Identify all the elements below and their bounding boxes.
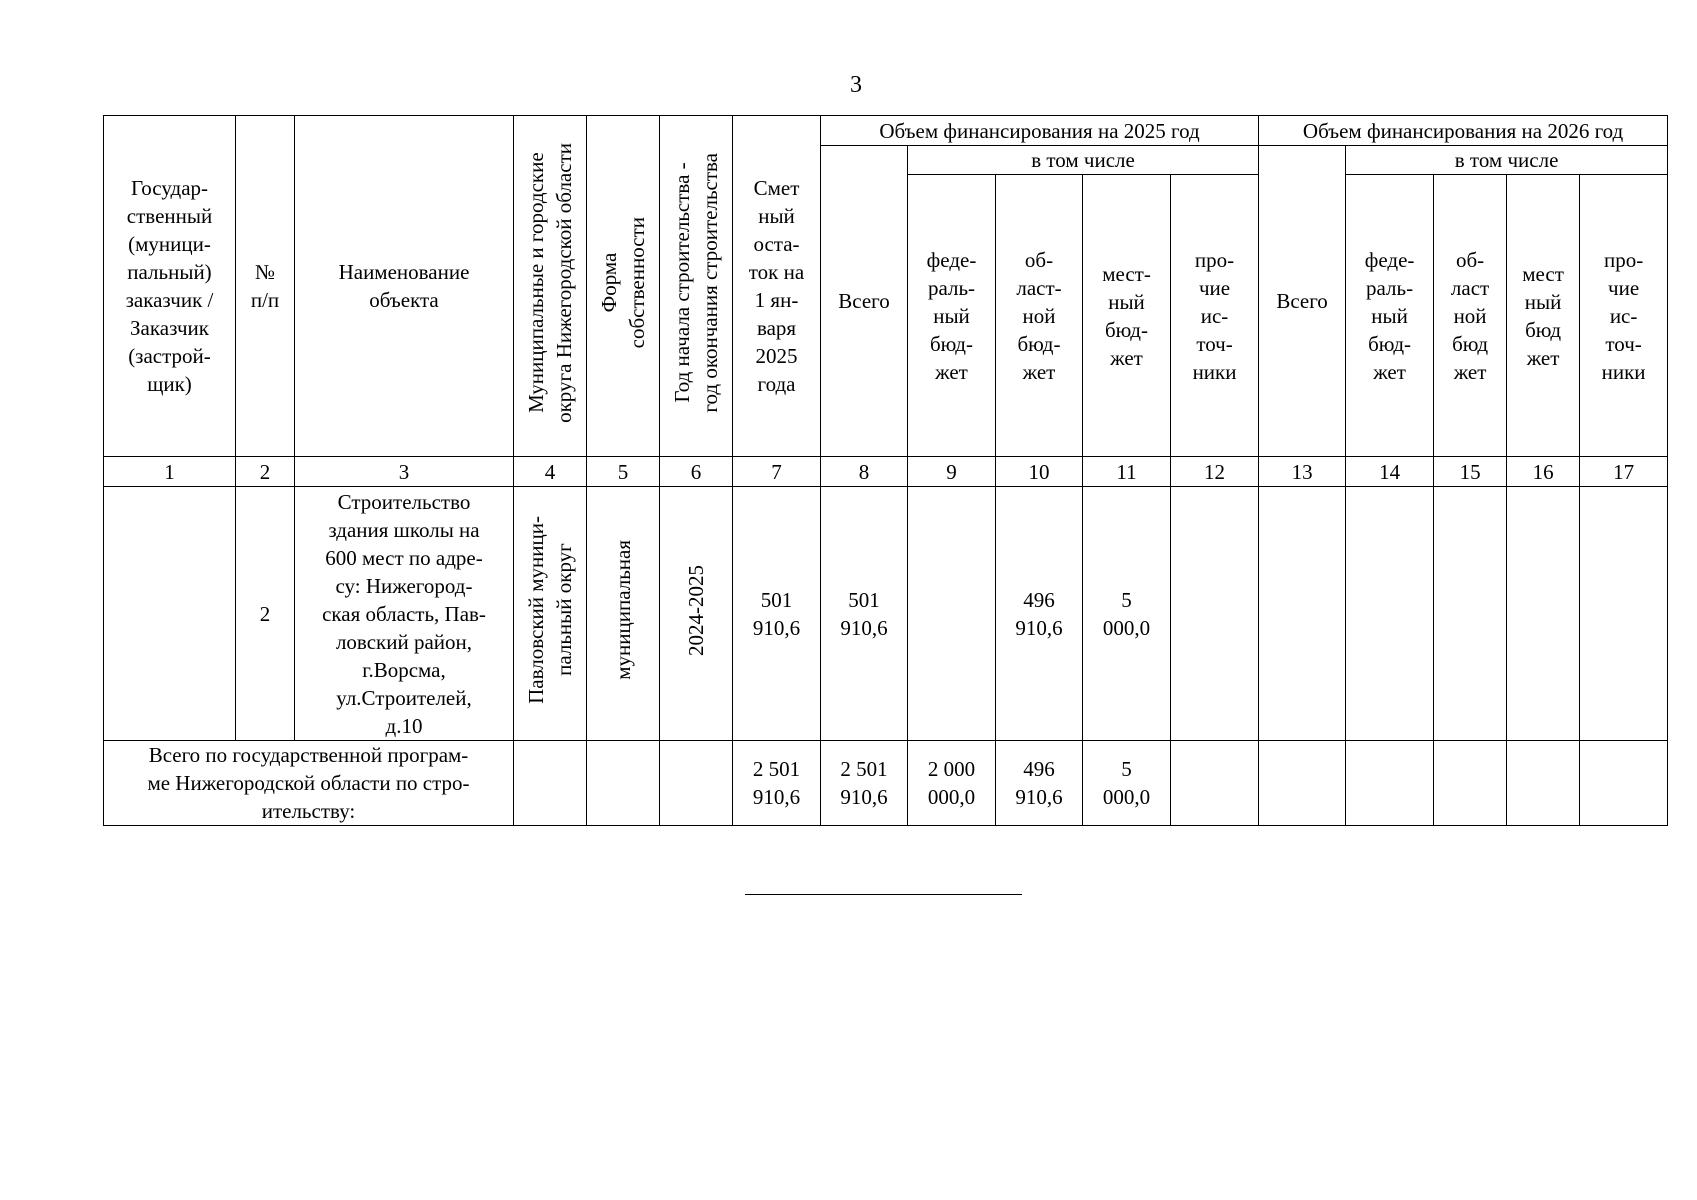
column-number: 8 bbox=[821, 457, 908, 487]
column-number: 17 bbox=[1580, 457, 1668, 487]
header-row-1 bbox=[104, 116, 1668, 146]
header-other-2026: про- чие ис- точ- ники bbox=[1580, 175, 1668, 457]
header-years-text: Год начала строительства - год окончания строительства bbox=[670, 152, 722, 413]
total-other-2026 bbox=[1580, 741, 1668, 826]
header-num: № п/п bbox=[236, 116, 295, 457]
header-years bbox=[660, 116, 733, 457]
header-ownership-text: Форма собственности bbox=[597, 216, 649, 349]
header-local-2025: мест- ный бюд- жет bbox=[1083, 175, 1171, 457]
header-customer: Государ- ственный (муници- пальный) заказчик / Заказчик (застрой- щик) bbox=[104, 116, 236, 457]
header-regional-2025: об- ласт- ной бюд- жет bbox=[996, 175, 1083, 457]
header-incl-2025: в том числе bbox=[908, 146, 1259, 175]
header-total-2026: Всего bbox=[1259, 146, 1346, 457]
header-incl-2026: в том числе bbox=[1346, 146, 1668, 175]
financing-table bbox=[103, 115, 1668, 826]
total-total-2026 bbox=[1259, 741, 1346, 826]
total-ownership bbox=[587, 741, 660, 826]
total-row bbox=[104, 741, 1668, 826]
column-number: 9 bbox=[908, 457, 996, 487]
row-remainder: 501 910,6 bbox=[733, 487, 821, 741]
column-number: 6 bbox=[660, 457, 733, 487]
total-regional-2026 bbox=[1434, 741, 1507, 826]
column-number: 14 bbox=[1346, 457, 1434, 487]
header-federal-2026: феде- раль- ный бюд- жет bbox=[1346, 175, 1434, 457]
column-number: 5 bbox=[587, 457, 660, 487]
page-number: 3 bbox=[850, 72, 862, 98]
row-num: 2 bbox=[236, 487, 295, 741]
row-local-2026 bbox=[1507, 487, 1580, 741]
column-number: 11 bbox=[1083, 457, 1171, 487]
row-ownership bbox=[587, 487, 660, 741]
total-years bbox=[660, 741, 733, 826]
total-total-2025: 2 501 910,6 bbox=[821, 741, 908, 826]
row-regional-2026 bbox=[1434, 487, 1507, 741]
row-federal-2026 bbox=[1346, 487, 1434, 741]
row-customer bbox=[104, 487, 236, 741]
row-federal-2025 bbox=[908, 487, 996, 741]
row-municipality bbox=[514, 487, 587, 741]
column-number: 7 bbox=[733, 457, 821, 487]
row-regional-2025: 496 910,6 bbox=[996, 487, 1083, 741]
row-years-text: 2024-2025 bbox=[684, 564, 708, 656]
header-regional-2026: об- ласт ной бюд жет bbox=[1434, 175, 1507, 457]
row-years bbox=[660, 487, 733, 741]
total-local-2025: 5 000,0 bbox=[1083, 741, 1171, 826]
table-row bbox=[104, 487, 1668, 741]
total-label: Всего по государственной програм- ме Нижегородской области по стро- ительству: bbox=[104, 741, 514, 826]
header-other-2025: про- чие ис- точ- ники bbox=[1171, 175, 1259, 457]
row-other-2025 bbox=[1171, 487, 1259, 741]
end-divider bbox=[745, 894, 1022, 895]
header-federal-2025: феде- раль- ный бюд- жет bbox=[908, 175, 996, 457]
header-municipality-text: Муниципальные и городские округа Нижегородской области bbox=[524, 142, 576, 423]
column-number: 3 bbox=[295, 457, 514, 487]
total-remainder: 2 501 910,6 bbox=[733, 741, 821, 826]
total-other-2025 bbox=[1171, 741, 1259, 826]
header-fin-2025: Объем финансирования на 2025 год bbox=[821, 116, 1259, 146]
header-local-2026: мест ный бюд жет bbox=[1507, 175, 1580, 457]
header-object-name: Наименование объекта bbox=[295, 116, 514, 457]
header-municipality bbox=[514, 116, 587, 457]
column-number: 4 bbox=[514, 457, 587, 487]
row-total-2026 bbox=[1259, 487, 1346, 741]
column-number: 10 bbox=[996, 457, 1083, 487]
column-number-row bbox=[104, 457, 1668, 487]
column-number: 12 bbox=[1171, 457, 1259, 487]
column-number: 15 bbox=[1434, 457, 1507, 487]
column-number: 1 bbox=[104, 457, 236, 487]
header-fin-2026: Объем финансирования на 2026 год bbox=[1259, 116, 1668, 146]
column-number: 2 bbox=[236, 457, 295, 487]
total-federal-2026 bbox=[1346, 741, 1434, 826]
total-municipality bbox=[514, 741, 587, 826]
row-total-2025: 501 910,6 bbox=[821, 487, 908, 741]
column-number: 16 bbox=[1507, 457, 1580, 487]
total-federal-2025: 2 000 000,0 bbox=[908, 741, 996, 826]
row-local-2025: 5 000,0 bbox=[1083, 487, 1171, 741]
header-ownership bbox=[587, 116, 660, 457]
row-object-name: Строительство здания школы на 600 мест по адре- су: Нижегород- ская область, Пав- ловский район, г.Ворсма, ул.Строителей, д.10 bbox=[295, 487, 514, 741]
header-total-2025: Всего bbox=[821, 146, 908, 457]
row-municipality-text: Павловский муници- пальный округ bbox=[524, 516, 576, 704]
row-other-2026 bbox=[1580, 487, 1668, 741]
row-ownership-text: муниципальная bbox=[611, 540, 635, 680]
total-local-2026 bbox=[1507, 741, 1580, 826]
header-remainder: Смет ный оста- ток на 1 ян- варя 2025 года bbox=[733, 116, 821, 457]
column-number: 13 bbox=[1259, 457, 1346, 487]
total-regional-2025: 496 910,6 bbox=[996, 741, 1083, 826]
